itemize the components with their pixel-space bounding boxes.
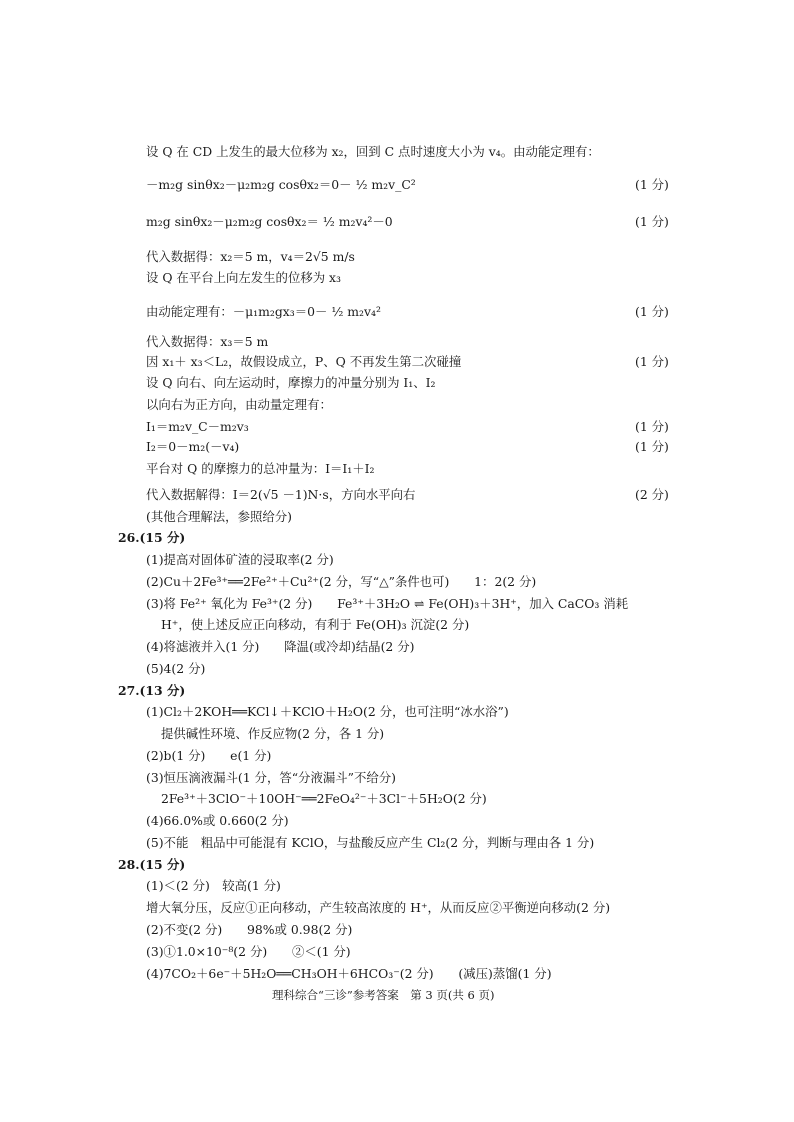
equation-line: I₂＝0－m₂(－v₄): [146, 439, 240, 454]
equation-line: －m₂g sinθx₂－μ₂m₂g cosθx₂＝0－ ½ m₂v_C²: [146, 177, 416, 192]
answer-line: (5)不能 粗品中可能混有 KClO，与盐酸反应产生 Cl₂(2 分，判断与理由各 1 分): [146, 835, 595, 850]
score-mark: (1 分): [635, 214, 669, 229]
text-line: 代入数据得：x₃＝5 m: [146, 334, 269, 349]
page-footer: 理科综合“三诊”参考答案 第 3 页(共 6 页): [272, 988, 495, 1002]
text-line: 设 Q 在 CD 上发生的最大位移为 x₂，回到 C 点时速度大小为 v₄。由动能定理有：: [146, 144, 600, 159]
text-line: 代入数据解得：I＝2(√5 －1)N·s，方向水平向右: [146, 487, 416, 502]
answer-line: H⁺，使上述反应正向移动，有利于 Fe(OH)₃ 沉淀(2 分): [161, 617, 470, 632]
answer-line: (4)将滤液并入(1 分) 降温(或冷却)结晶(2 分): [146, 639, 415, 654]
score-mark: (1 分): [635, 439, 669, 454]
answer-line: (1)Cl₂＋2KOH══KCl↓＋KClO＋H₂O(2 分，也可注明“冰水浴”): [146, 704, 509, 719]
answer-line: (4)66.0%或 0.660(2 分): [146, 813, 289, 828]
question-number: 27.(13 分): [118, 683, 186, 698]
answer-line: (4)7CO₂＋6e⁻＋5H₂O══CH₃OH＋6HCO₃⁻(2 分) (减压)蒸馏(1 分): [146, 966, 552, 981]
score-mark: (1 分): [635, 354, 669, 369]
text-line: 以向右为正方向，由动量定理有：: [146, 397, 332, 412]
score-mark: (1 分): [635, 304, 669, 319]
equation-line: I₁＝m₂v_C－m₂v₃: [146, 419, 249, 434]
answer-line: (2)Cu＋2Fe³⁺══2Fe²⁺＋Cu²⁺(2 分，写“△”条件也可) 1：2(2 分): [146, 574, 537, 589]
score-mark: (1 分): [635, 177, 669, 192]
score-mark: (2 分): [635, 487, 669, 502]
text-line: 代入数据得：x₂＝5 m，v₄＝2√5 m/s: [146, 249, 355, 264]
answer-line: (5)4(2 分): [146, 661, 206, 676]
answer-line: (3)将 Fe²⁺ 氧化为 Fe³⁺(2 分) Fe³⁺＋3H₂O ⇌ Fe(OH)₃＋3H⁺，加入 CaCO₃ 消耗: [146, 596, 629, 611]
question-number: 26.(15 分): [118, 530, 186, 545]
text-line: 设 Q 在平台上向左发生的位移为 x₃: [146, 270, 342, 285]
answer-line: 2Fe³⁺＋3ClO⁻＋10OH⁻══2FeO₄²⁻＋3Cl⁻＋5H₂O(2 分): [161, 791, 487, 806]
text-line: 设 Q 向右、向左运动时，摩擦力的冲量分别为 I₁、I₂: [146, 375, 436, 390]
text-line: 平台对 Q 的摩擦力的总冲量为：I＝I₁＋I₂: [146, 461, 375, 476]
answer-line: (3)恒压滴液漏斗(1 分，答“分液漏斗”不给分): [146, 770, 396, 785]
text-line: 因 x₁＋ x₃＜L₂，故假设成立，P、Q 不再发生第二次碰撞: [146, 354, 462, 369]
answer-line: 提供碱性环境、作反应物(2 分，各 1 分): [161, 726, 385, 741]
equation-line: m₂g sinθx₂－μ₂m₂g cosθx₂＝ ½ m₂v₄²－0: [146, 214, 393, 229]
equation-line: 由动能定理有：－μ₁m₂gx₃＝0－ ½ m₂v₄²: [146, 304, 381, 319]
answer-line: 增大氧分压，反应①正向移动，产生较高浓度的 H⁺，从而反应②平衡逆向移动(2 分): [146, 900, 611, 915]
score-mark: (1 分): [635, 419, 669, 434]
answer-line: (2)b(1 分) e(1 分): [146, 748, 272, 763]
answer-line: (3)①1.0×10⁻⁸(2 分) ②＜(1 分): [146, 944, 351, 959]
note-line: (其他合理解法，参照给分): [146, 509, 292, 524]
answer-line: (1)＜(2 分) 较高(1 分): [146, 878, 281, 893]
answer-line: (2)不变(2 分) 98%或 0.98(2 分): [146, 922, 353, 937]
question-number: 28.(15 分): [118, 857, 186, 872]
answer-line: (1)提高对固体矿渣的浸取率(2 分): [146, 552, 334, 567]
